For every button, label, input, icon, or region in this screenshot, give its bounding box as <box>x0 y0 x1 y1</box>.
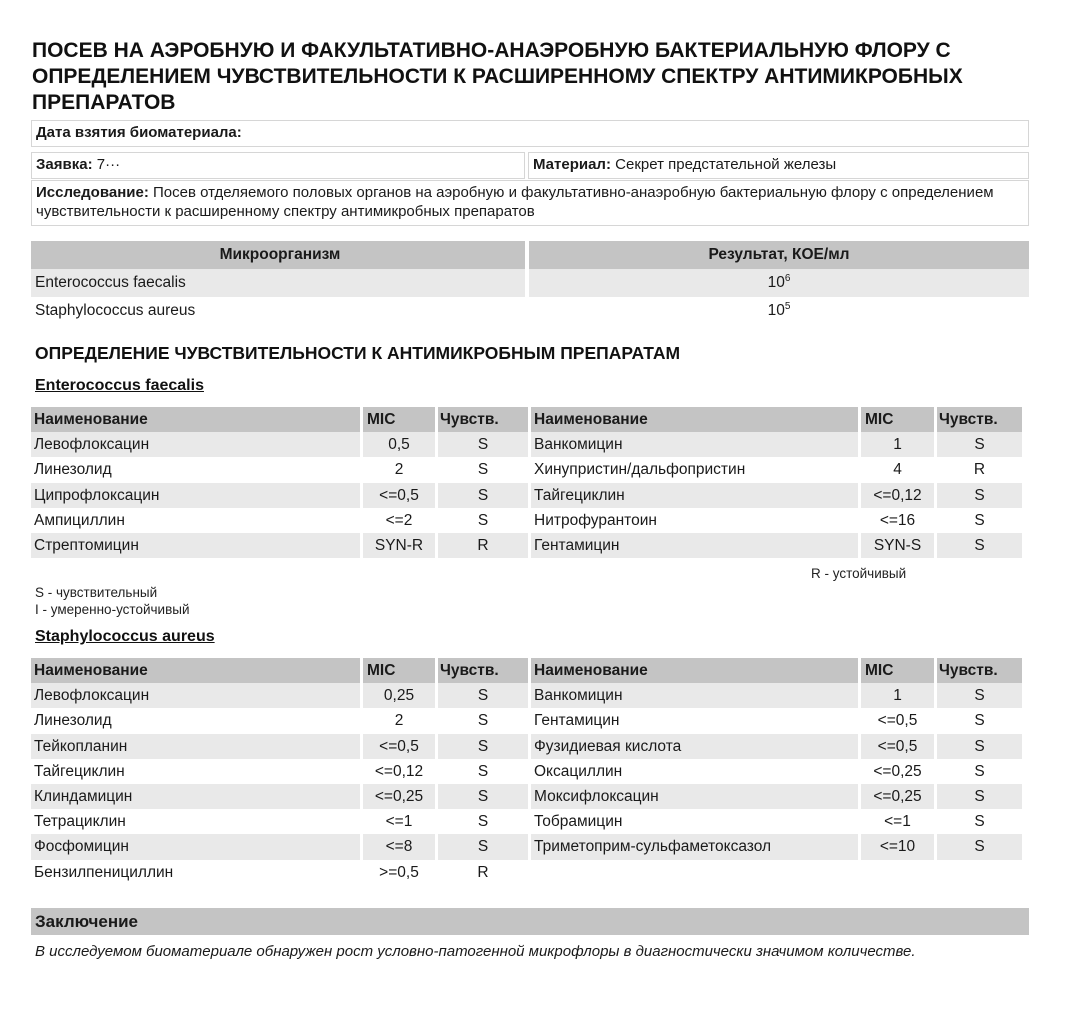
biomaterial-date-field <box>31 120 1029 147</box>
column-header-result: Результат, КОЕ/мл <box>529 241 1029 269</box>
drug-mic: SYN-S <box>861 533 934 558</box>
column-header-mic: MIC <box>363 658 435 683</box>
drug-mic: 2 <box>394 712 404 730</box>
drug-sens: S <box>438 432 528 457</box>
enterococcus-sensitivity-table <box>31 407 1025 558</box>
microorganism-name: Staphylococcus aureus <box>35 302 196 319</box>
drug-name: Левофлоксацин <box>31 683 360 708</box>
drug-sens: S <box>477 511 489 529</box>
order-value-redacted: 7··· <box>96 156 121 173</box>
document-title: ПОСЕВ НА АЭРОБНУЮ И ФАКУЛЬТАТИВНО-АНАЭРОБНУЮ БАКТЕРИАЛЬНУЮ ФЛОРУ С ОПРЕДЕЛЕНИЕМ ЧУВСТВИТЕЛЬНОСТИ К РАСШИРЕННОМУ СПЕКТРУ АНТИМИКРОБНЫХ ПРЕПАРАТОВ <box>32 39 963 114</box>
drug-mic: 0,5 <box>363 432 435 457</box>
drug-sens: S <box>937 784 1022 809</box>
enterococcus-subtitle: Enterococcus faecalis <box>35 377 204 394</box>
column-header-name: Наименование <box>531 407 858 432</box>
column-header-name: Наименование <box>31 407 360 432</box>
drug-mic: 2 <box>394 461 404 479</box>
drug-sens: S <box>974 511 985 529</box>
date-label: Дата взятия биоматериала: <box>36 124 242 141</box>
column-header-sens: Чувств. <box>438 658 528 683</box>
drug-sens: S <box>937 483 1022 508</box>
drug-mic: <=0,12 <box>374 762 424 780</box>
empty-cell <box>531 860 858 885</box>
drug-sens: S <box>477 813 489 831</box>
drug-name: Линезолид <box>34 461 112 479</box>
drug-name: Линезолид <box>34 712 112 730</box>
drug-name: Ванкомицин <box>531 432 858 457</box>
empty-cell <box>937 860 1022 885</box>
microorganism-table <box>31 241 1029 325</box>
staphylococcus-subtitle: Staphylococcus aureus <box>35 628 215 645</box>
drug-sens: S <box>937 533 1022 558</box>
drug-sens: S <box>937 834 1022 859</box>
drug-sens: S <box>438 483 528 508</box>
legend-sensitive: S - чувствительный <box>35 585 158 600</box>
drug-sens: S <box>438 784 528 809</box>
column-header-mic: MIC <box>861 407 934 432</box>
drug-mic: <=0,5 <box>861 734 934 759</box>
drug-name: Моксифлоксацин <box>531 784 858 809</box>
table-row <box>31 432 1025 457</box>
drug-sens: S <box>477 712 489 730</box>
drug-sens: S <box>974 712 985 730</box>
drug-mic: 1 <box>861 432 934 457</box>
material-value: Секрет предстательной железы <box>615 156 837 173</box>
drug-mic: <=2 <box>385 511 413 529</box>
drug-mic: <=16 <box>879 511 916 529</box>
drug-sens: S <box>937 683 1022 708</box>
column-header-sens: Чувств. <box>937 658 1022 683</box>
drug-mic: <=8 <box>363 834 435 859</box>
drug-mic: <=1 <box>385 813 413 831</box>
sensitivity-section-title: ОПРЕДЕЛЕНИЕ ЧУВСТВИТЕЛЬНОСТИ К АНТИМИКРОБНЫМ ПРЕПАРАТАМ <box>35 343 681 363</box>
drug-sens: S <box>438 834 528 859</box>
drug-mic: >=0,5 <box>379 863 419 881</box>
drug-mic: <=1 <box>884 813 911 831</box>
study-value: Посев отделяемого половых органов на аэробную и факультативно-анаэробную бактериальную флору с определением чувствительности к расширенному спектру антимикробных препаратов <box>36 184 994 220</box>
table-header-row <box>31 407 1025 432</box>
drug-mic: 1 <box>861 683 934 708</box>
study-field <box>31 180 1029 226</box>
drug-name: Фосфомицин <box>31 834 360 859</box>
drug-mic: <=0,25 <box>861 784 934 809</box>
drug-name: Тобрамицин <box>534 813 623 831</box>
drug-mic: 0,25 <box>363 683 435 708</box>
material-field <box>528 152 1029 179</box>
drug-sens: S <box>974 813 985 831</box>
table-row <box>31 734 1025 759</box>
table-row <box>31 809 1025 834</box>
drug-mic: 4 <box>893 461 902 479</box>
column-header-mic: MIC <box>363 407 435 432</box>
column-header-sens: Чувств. <box>438 407 528 432</box>
table-row <box>31 533 1025 558</box>
drug-mic: SYN-R <box>363 533 435 558</box>
drug-name: Хинупристин/дальфопристин <box>534 461 746 479</box>
drug-mic: <=0,5 <box>363 483 435 508</box>
drug-name: Бензилпенициллин <box>34 863 174 881</box>
table-row <box>31 860 1025 885</box>
drug-sens: S <box>477 762 489 780</box>
table-row <box>31 834 1025 859</box>
table-row <box>31 683 1025 708</box>
drug-sens: S <box>937 432 1022 457</box>
drug-name: Оксациллин <box>534 762 623 780</box>
drug-mic: <=0,25 <box>873 762 922 780</box>
drug-name: Тайгециклин <box>34 762 125 780</box>
drug-name: Тетрациклин <box>34 813 126 831</box>
drug-sens: R <box>438 533 528 558</box>
microorganism-name: Enterococcus faecalis <box>31 269 525 297</box>
study-label: Исследование: <box>36 184 149 201</box>
drug-name: Триметоприм-сульфаметоксазол <box>531 834 858 859</box>
drug-sens: S <box>438 683 528 708</box>
drug-name: Ципрофлоксацин <box>31 483 360 508</box>
table-header-row <box>31 658 1025 683</box>
conclusion-text: В исследуемом биоматериале обнаружен рост условно-патогенной микрофлоры в диагностически значимом количестве. <box>35 943 916 960</box>
order-field <box>31 152 525 179</box>
result-value: $10^6$ <box>529 269 1029 297</box>
drug-name: Нитрофурантоин <box>534 511 657 529</box>
table-row <box>31 708 1025 733</box>
drug-name: Стрептомицин <box>31 533 360 558</box>
drug-name: Гентамицин <box>531 533 858 558</box>
drug-sens: S <box>477 461 489 479</box>
drug-name: Тейкопланин <box>31 734 360 759</box>
staphylococcus-sensitivity-table <box>31 658 1025 885</box>
drug-name: Клиндамицин <box>31 784 360 809</box>
result-value: $10^5$ <box>767 300 791 319</box>
column-header-name: Наименование <box>31 658 360 683</box>
legend-intermediate: I - умеренно-устойчивый <box>35 602 190 617</box>
drug-mic: <=10 <box>861 834 934 859</box>
column-header-microorganism: Микроорганизм <box>31 241 525 269</box>
drug-name: Фузидиевая кислота <box>531 734 858 759</box>
column-header-sens: Чувств. <box>937 407 1022 432</box>
drug-name: Ампициллин <box>34 511 125 529</box>
table-header-row <box>31 241 1029 269</box>
drug-name: Тайгециклин <box>531 483 858 508</box>
legend-resistant: R - устойчивый <box>811 566 907 581</box>
drug-mic: <=0,12 <box>861 483 934 508</box>
table-row <box>31 784 1025 809</box>
drug-mic: <=0,25 <box>363 784 435 809</box>
table-row <box>31 297 1029 325</box>
drug-sens: S <box>974 762 985 780</box>
conclusion-header: Заключение <box>31 908 1029 935</box>
drug-name: Гентамицин <box>534 712 620 730</box>
drug-sens: R <box>477 863 489 881</box>
column-header-name: Наименование <box>531 658 858 683</box>
table-row <box>31 457 1025 482</box>
drug-name: Левофлоксацин <box>31 432 360 457</box>
table-row <box>31 508 1025 533</box>
table-row <box>31 759 1025 784</box>
drug-sens: S <box>438 734 528 759</box>
drug-mic: <=0,5 <box>877 712 918 730</box>
material-label: Материал: <box>533 156 611 173</box>
empty-cell <box>861 860 934 885</box>
drug-sens: R <box>973 461 986 479</box>
drug-mic: <=0,5 <box>363 734 435 759</box>
drug-name: Ванкомицин <box>531 683 858 708</box>
column-header-mic: MIC <box>861 658 934 683</box>
order-label: Заявка: <box>36 156 93 173</box>
table-row <box>31 483 1025 508</box>
drug-sens: S <box>937 734 1022 759</box>
table-row <box>31 269 1029 297</box>
